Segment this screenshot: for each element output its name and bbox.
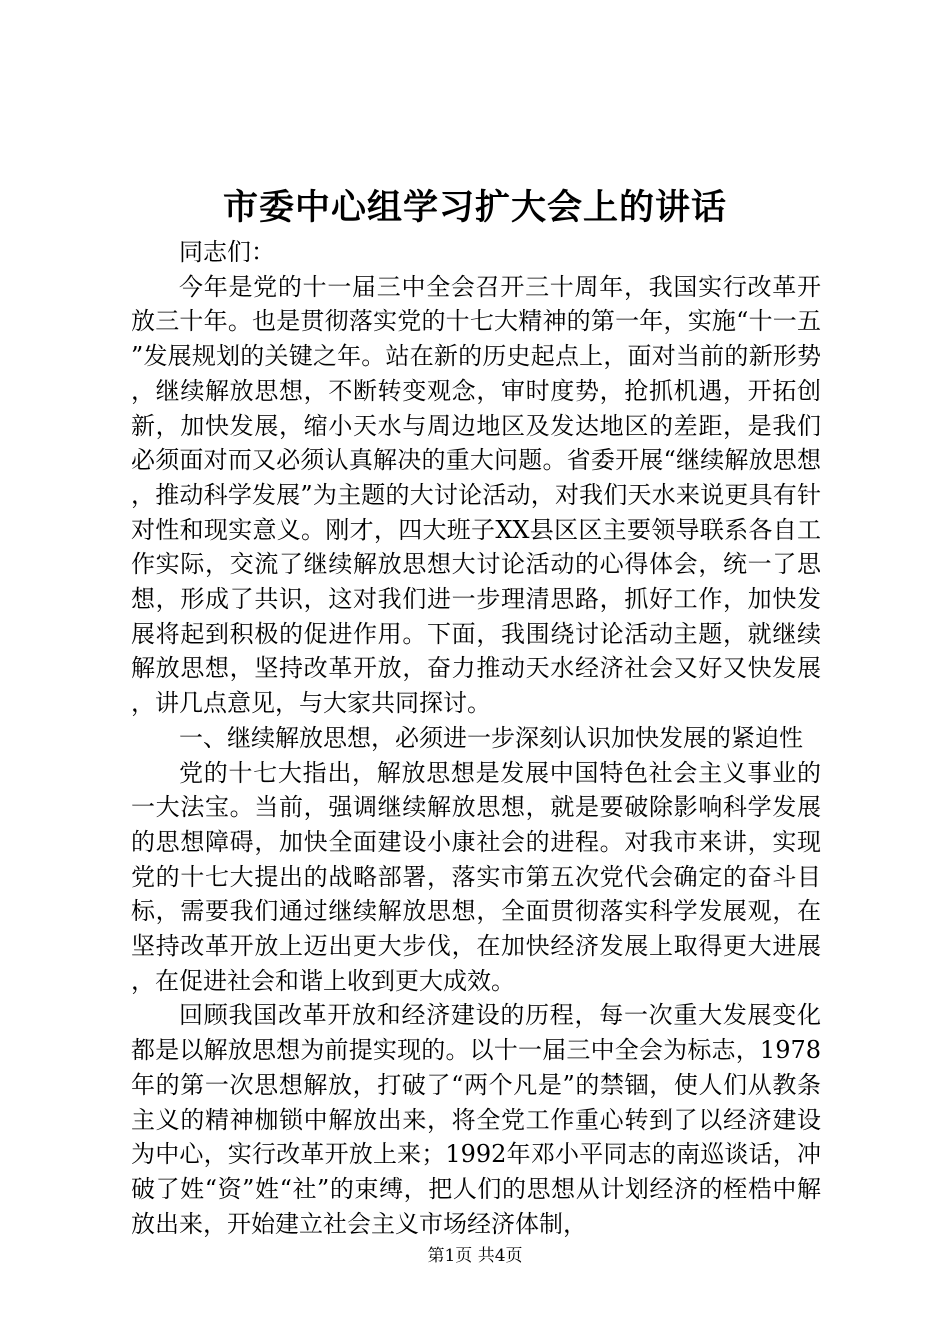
- document-title: 市委中心组学习扩大会上的讲话: [222, 187, 727, 228]
- paragraph-section1-1: 党的十七大指出，解放思想是发展中国特色社会主义事业的一大法宝。当前，强调继续解放思想，就是要破除影响科学发展的思想障碍，加快全面建设小康社会的进程。对我市来讲，实现党的十七大提出的战略部署，落实市第五次党代会确定的奋斗目标，需要我们通过继续解放思想，全面贯彻落实科学发展观，在坚持改革开放上迈出更大步伐，在加快经济发展上取得更大进展，在促进社会和谐上收到更大成效。: [131, 758, 821, 995]
- paragraph-section1-2: 回顾我国改革开放和经济建设的历程，每一次重大发展变化都是以解放思想为前提实现的。以十一届三中全会为标志，1978年的第一次思想解放，打破了“两个凡是”的禁锢，使人们从教条主义的精神枷锁中解放出来，将全党工作重心转到了以经济建设为中心，实行改革开放上来；1992年邓小平同志的南巡谈话，冲破了姓“资”姓“社”的束缚，把人们的思想从计划经济的桎梏中解放出来，开始建立社会主义市场经济体制，: [131, 1001, 821, 1238]
- paragraph-salutation: 同志们：: [179, 238, 275, 266]
- document-body: [131, 235, 821, 1241]
- page-footer: 第1页 共4页: [427, 1246, 523, 1266]
- section-heading-1: 一、继续解放思想，必须进一步深刻认识加快发展的紧迫性: [179, 723, 803, 752]
- paragraph-intro: 今年是党的十一届三中全会召开三十周年，我国实行改革开放三十年。也是贯彻落实党的十七大精神的第一年，实施“十一五”发展规划的关键之年。站在新的历史起点上，面对当前的新形势，继续解放思想，不断转变观念，审时度势，抢抓机遇，开拓创新，加快发展，缩小天水与周边地区及发达地区的差距，是我们必须面对而又必须认真解决的重大问题。省委开展“继续解放思想，推动科学发展”为主题的大讨论活动，对我们天水来说更具有针对性和现实意义。刚才，四大班子XX县区区主要领导联系各自工作实际，交流了继续解放思想大讨论活动的心得体会，统一了思想，形成了共识，这对我们进一步理清思路，抓好工作，加快发展将起到积极的促进作用。下面，我围绕讨论活动主题，就继续解放思想，坚持改革开放，奋力推动天水经济社会又好又快发展，讲几点意见，与大家共同探讨。: [131, 272, 821, 718]
